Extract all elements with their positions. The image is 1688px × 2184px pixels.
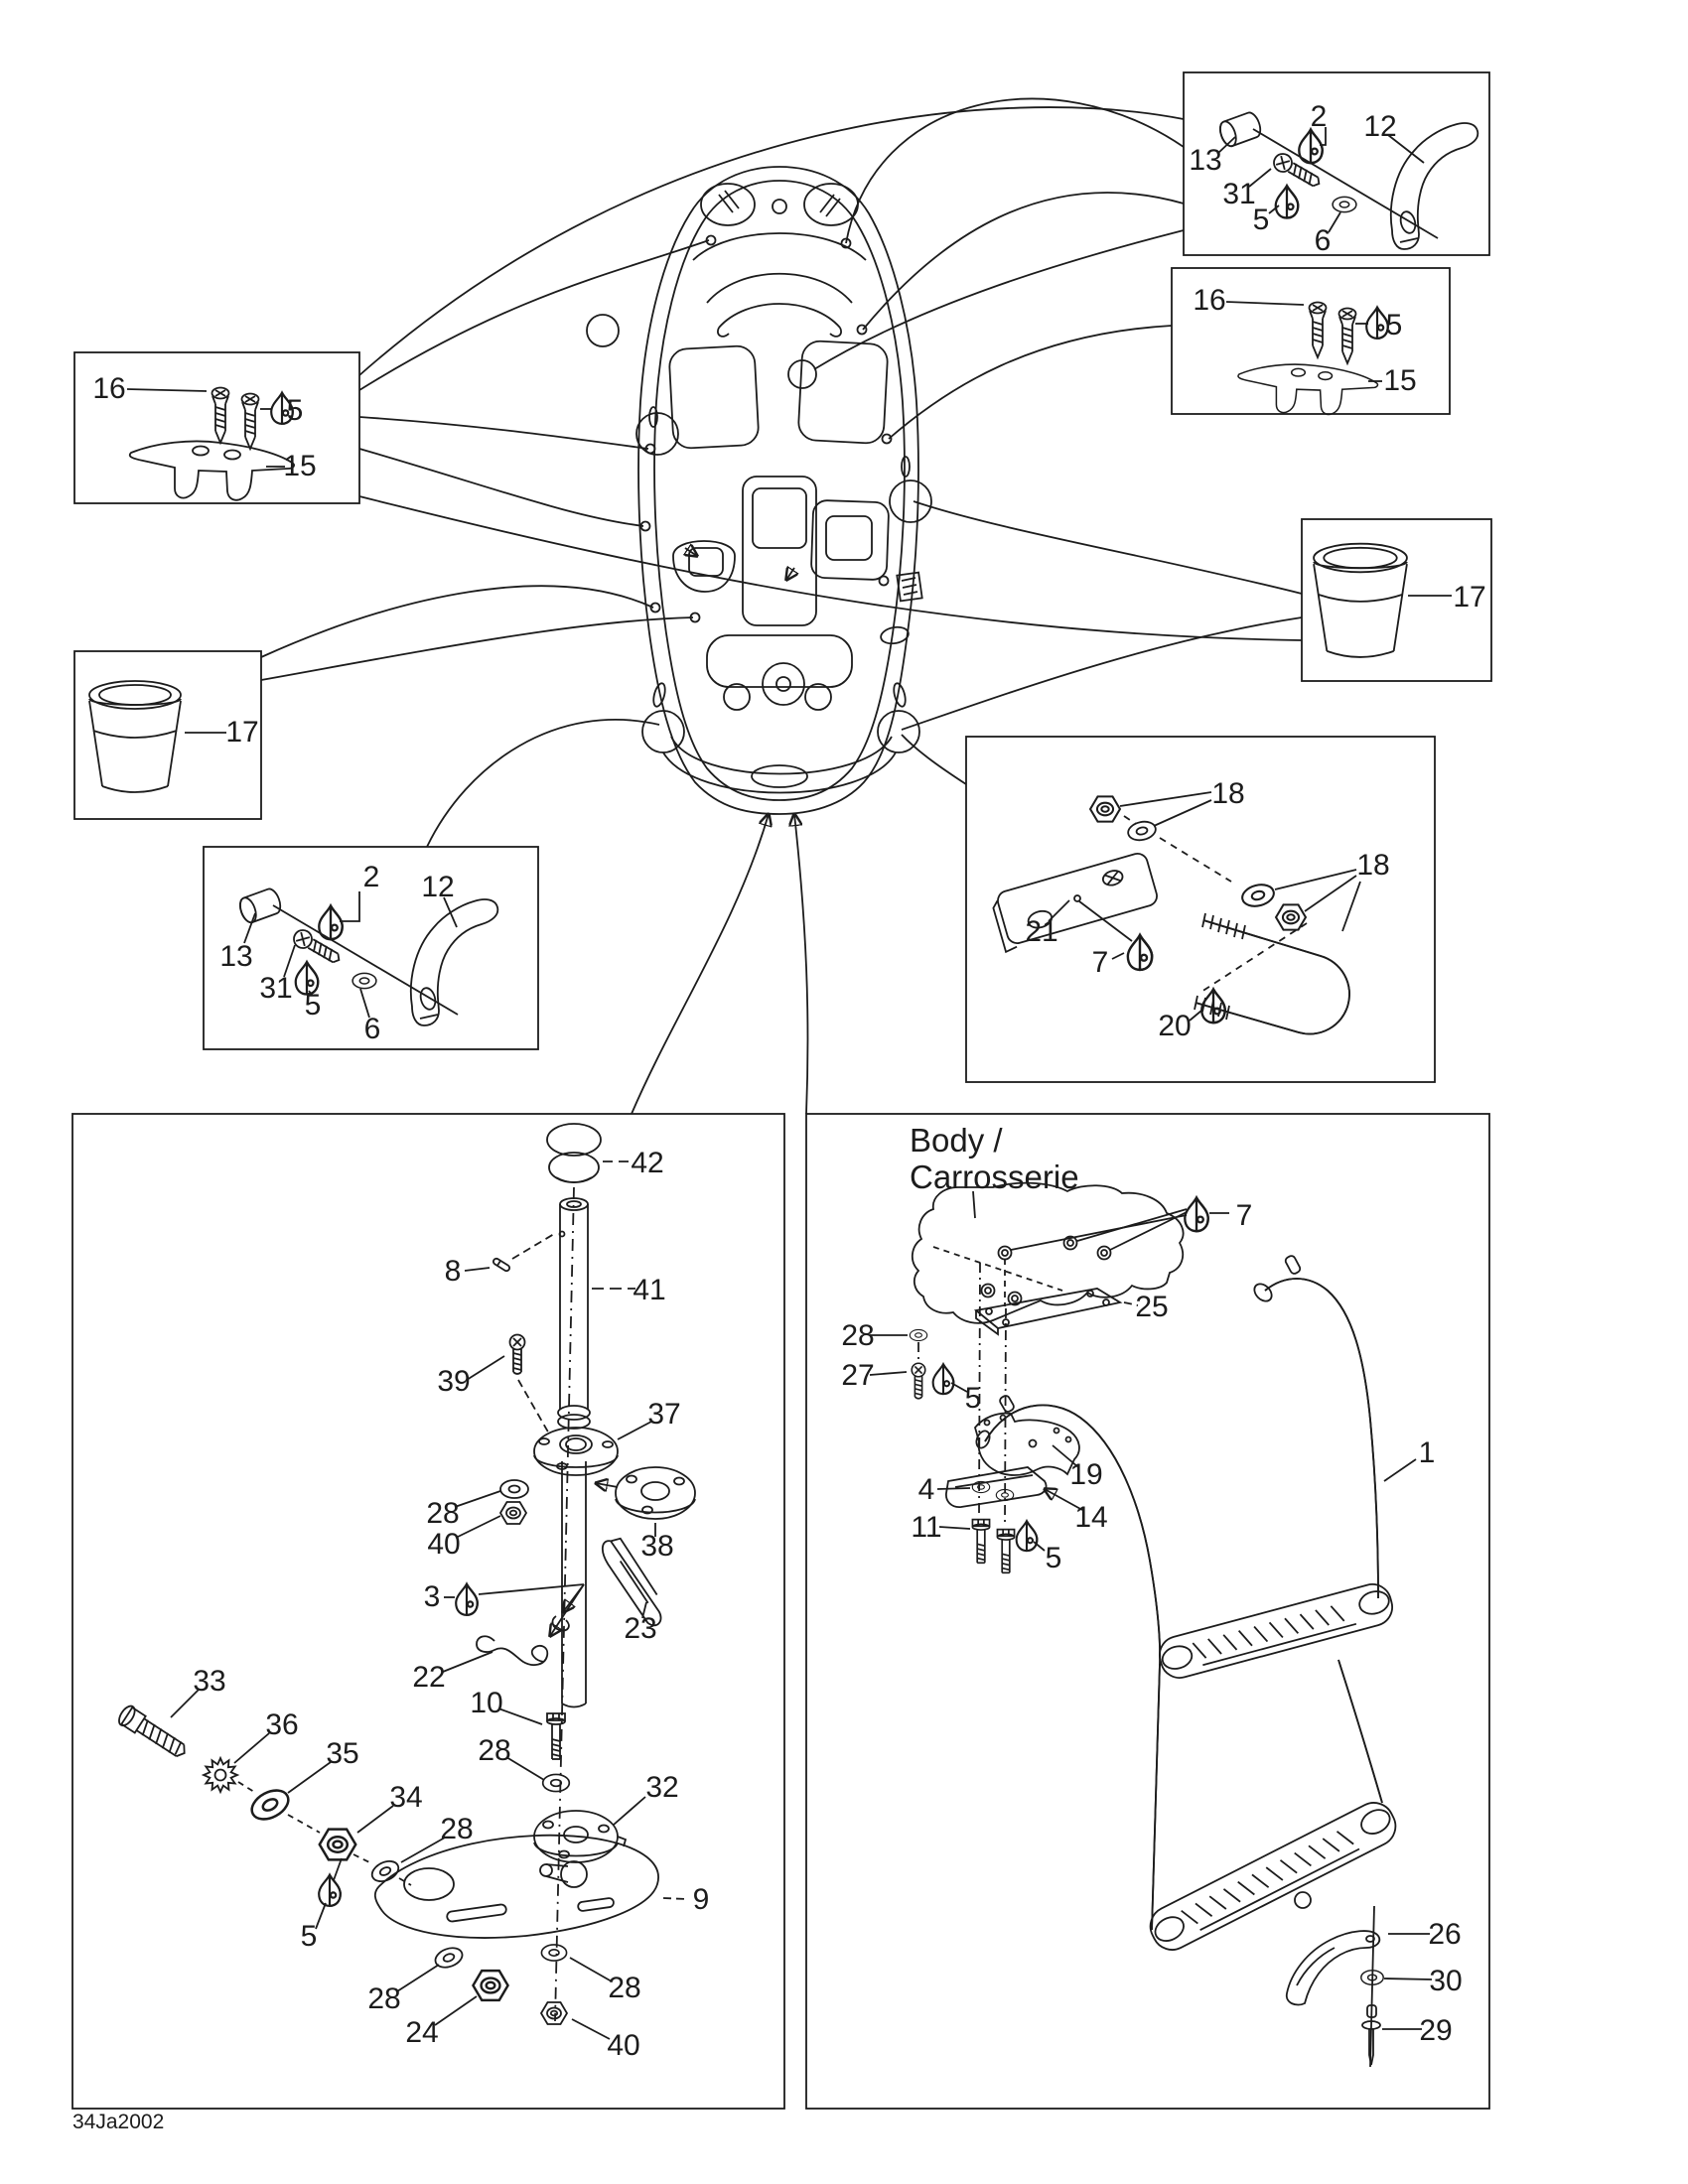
callout-26: 26	[1428, 1918, 1462, 1951]
pole-41	[558, 1198, 590, 1429]
callout-42: 42	[631, 1147, 664, 1179]
callout-27: 27	[841, 1359, 875, 1392]
callout-5: 5	[304, 989, 322, 1022]
inset-box-cup-right	[1302, 519, 1491, 681]
inset-box-hook-top-right	[1184, 72, 1489, 255]
body-panel-label-line2: Carrosserie	[910, 1159, 1079, 1195]
callout-28: 28	[841, 1319, 875, 1352]
callout-15: 15	[1383, 364, 1417, 397]
callout-16: 16	[1193, 284, 1226, 317]
page-code: 34Ja2002	[72, 2111, 165, 2133]
callout-39: 39	[437, 1365, 471, 1398]
inset-box-cleat-left	[74, 352, 359, 503]
callout-17: 17	[1453, 581, 1486, 614]
callout-20: 20	[1158, 1010, 1192, 1042]
callout-5: 5	[1045, 1542, 1062, 1574]
mast-assembly	[116, 1124, 695, 2039]
clip-22	[477, 1636, 547, 1665]
bolt-33	[116, 1704, 191, 1762]
callout-9: 9	[692, 1883, 710, 1916]
callout-35: 35	[326, 1737, 359, 1770]
callout-34: 34	[389, 1781, 423, 1814]
inset-box-ubolt	[966, 737, 1435, 1082]
callout-6: 6	[363, 1013, 381, 1045]
disc-38	[616, 1467, 695, 1519]
callout-33: 33	[193, 1665, 226, 1698]
handle-23	[582, 1533, 685, 1629]
callout-1: 1	[1418, 1436, 1436, 1469]
callout-8: 8	[444, 1255, 462, 1288]
callout-4: 4	[917, 1473, 935, 1506]
callout-13: 13	[1189, 144, 1222, 177]
cup-right	[1314, 544, 1452, 657]
callout-3: 3	[423, 1580, 441, 1613]
callout-12: 12	[421, 871, 455, 903]
flange-37	[534, 1428, 618, 1475]
latch-26	[1287, 1931, 1379, 2004]
hook-assembly-mid-left	[237, 887, 497, 1025]
ladder-rails	[974, 1255, 1382, 1930]
callout-28: 28	[367, 1982, 401, 2015]
inset-borders	[72, 72, 1491, 2109]
callout-29: 29	[1419, 2014, 1453, 2047]
callout-5: 5	[286, 394, 304, 427]
clamp-19	[975, 1414, 1079, 1475]
callout-11: 11	[911, 1511, 942, 1544]
callout-28: 28	[608, 1972, 641, 2004]
callout-17: 17	[225, 716, 259, 749]
plate-25	[976, 1289, 1120, 1334]
callout-23: 23	[624, 1612, 657, 1645]
callout-28: 28	[440, 1813, 474, 1845]
inset-box-cup-left	[74, 651, 261, 819]
callout-5: 5	[1385, 309, 1403, 341]
callout-32: 32	[645, 1771, 679, 1804]
callout-16: 16	[92, 372, 126, 405]
callout-5: 5	[964, 1382, 982, 1415]
callout-18: 18	[1211, 777, 1245, 810]
callout-2: 2	[1310, 100, 1328, 133]
bracket-9	[375, 1836, 658, 1938]
bracket-14	[946, 1467, 1047, 1507]
callout-37: 37	[647, 1398, 681, 1431]
ubolt-assembly	[990, 792, 1360, 1034]
cleat-assembly-right	[1226, 302, 1388, 414]
callout-7: 7	[1235, 1199, 1253, 1232]
cleat-assembly-left	[127, 388, 294, 500]
inset-box-ladder	[806, 1114, 1489, 2109]
ladder-step-top	[1156, 1580, 1397, 1683]
callout-30: 30	[1429, 1965, 1463, 1997]
callout-28: 28	[478, 1734, 511, 1767]
anchor-plate	[990, 852, 1161, 952]
callout-40: 40	[607, 2029, 640, 2062]
callout-15: 15	[283, 450, 317, 482]
inset-box-mast	[72, 1114, 784, 2109]
callout-36: 36	[265, 1708, 299, 1741]
callout-24: 24	[405, 2016, 439, 2049]
callout-7: 7	[1091, 946, 1109, 979]
callout-40: 40	[427, 1528, 461, 1561]
callout-2: 2	[362, 861, 380, 893]
callout-28: 28	[426, 1497, 460, 1530]
callout-6: 6	[1314, 224, 1332, 257]
inset-box-cleat-right	[1172, 268, 1450, 414]
cup-left	[89, 681, 226, 792]
knob-42	[547, 1124, 601, 1182]
callout-22: 22	[412, 1661, 446, 1694]
ladder-step-bottom	[1144, 1796, 1403, 1957]
callout-18: 18	[1356, 849, 1390, 882]
callout-14: 14	[1074, 1501, 1108, 1534]
callout-38: 38	[640, 1530, 674, 1563]
inset-box-hook-mid-left	[204, 847, 538, 1049]
hook-assembly-top-right	[1217, 110, 1477, 249]
callout-5: 5	[1252, 204, 1270, 236]
callout-5: 5	[300, 1920, 318, 1953]
callout-12: 12	[1363, 110, 1397, 143]
callout-25: 25	[1135, 1291, 1169, 1323]
ladder-assembly	[870, 1183, 1432, 2067]
body-panel	[913, 1183, 1184, 1323]
callout-31: 31	[259, 972, 293, 1005]
callout-41: 41	[633, 1274, 666, 1306]
callout-19: 19	[1069, 1458, 1103, 1491]
u-bolt	[1195, 913, 1349, 1034]
callout-21: 21	[1025, 915, 1058, 948]
callout-10: 10	[470, 1687, 503, 1719]
callout-13: 13	[219, 940, 253, 973]
body-panel-label-line1: Body /	[910, 1122, 1003, 1159]
callout-31: 31	[1222, 178, 1256, 210]
leader-arcs	[261, 99, 1302, 1114]
